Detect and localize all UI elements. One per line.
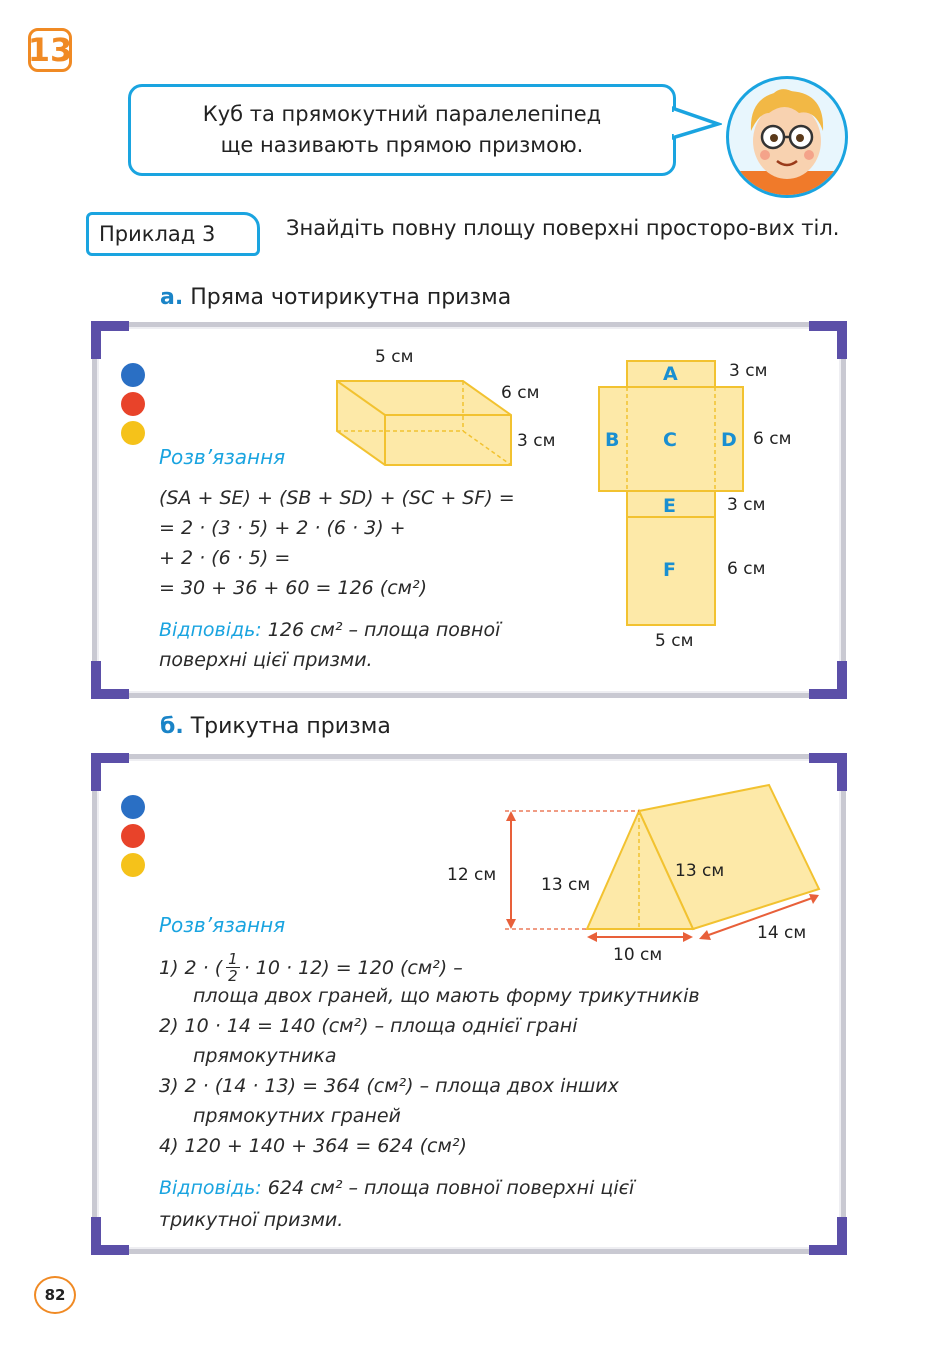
board-corner-icon: [809, 661, 847, 699]
prism-side-right-label: 13 см: [675, 861, 725, 881]
solution-a-line-3: + 2 · (6 · 5) =: [159, 547, 291, 569]
part-a-heading: [160, 285, 511, 310]
yellow-dot-icon: [121, 853, 145, 877]
board-corner-icon: [809, 321, 847, 359]
solution-b-step-2-desc: прямокутника: [193, 1045, 337, 1067]
whiteboard-a: [92, 322, 846, 698]
prism-base-label: 10 см: [613, 945, 663, 965]
board-corner-icon: [809, 1217, 847, 1255]
solution-b-step-1: [159, 951, 463, 984]
task-text: Знайдіть повну площу поверхні просторо-вих тіл.: [286, 216, 840, 240]
example-tag: Приклад 3: [86, 212, 260, 256]
prism-side-left-label: 13 см: [541, 875, 591, 895]
prism-height-label: 12 см: [447, 865, 497, 885]
part-b-label: б.: [160, 714, 184, 739]
step1-end: · 10 · 12) = 120 (см²) –: [243, 956, 463, 979]
solution-heading-b: Розв’язання: [159, 913, 286, 937]
speech-bubble: [128, 84, 676, 176]
net-dim-e: 3 см: [727, 495, 766, 515]
cuboid-length-label: 5 см: [375, 347, 414, 367]
answer-b-label: Відповідь:: [159, 1177, 262, 1199]
answer-a-label: Відповідь:: [159, 619, 262, 641]
chapter-number-badge: 13: [28, 28, 72, 72]
cuboid-width-label: 6 см: [501, 383, 540, 403]
speech-line-1: Куб та прямокутний паралелепіпед: [202, 102, 602, 126]
net-face-b: B: [605, 429, 620, 451]
cuboid-height-label: 3 см: [517, 431, 556, 451]
red-dot-icon: [121, 824, 145, 848]
step1-start: 1) 2 · (: [159, 956, 223, 979]
yellow-dot-icon: [121, 421, 145, 445]
solution-b-step-2: 2) 10 · 14 = 140 (см²) – площа однієї грані: [159, 1015, 578, 1037]
solution-b-step-3-desc: прямокутних граней: [193, 1105, 401, 1127]
part-a-label: а.: [160, 285, 184, 310]
net-face-d: D: [721, 429, 737, 451]
answer-a-line-1: [159, 619, 500, 641]
prism-length-label: 14 см: [757, 923, 807, 943]
cuboid-diagram: [333, 377, 513, 473]
answer-b-line-1: [159, 1177, 634, 1199]
speech-line-2: ще називають прямою призмою.: [220, 133, 584, 157]
fraction-denominator: 2: [228, 967, 238, 985]
solution-b-step-3: 3) 2 · (14 · 13) = 364 (см²) – площа двох інших: [159, 1075, 619, 1097]
solution-a-line-4: = 30 + 36 + 60 = 126 (см²): [159, 577, 428, 599]
net-dim-a: 3 см: [729, 361, 768, 381]
net-face-f: F: [663, 559, 676, 581]
net-dim-d: 6 см: [753, 429, 792, 449]
solution-a-line-2: = 2 · (3 · 5) + 2 · (6 · 3) +: [159, 517, 406, 539]
net-dim-bottom: 5 см: [655, 631, 694, 651]
page-number-badge: 82: [34, 1276, 76, 1314]
net-dim-f: 6 см: [727, 559, 766, 579]
answer-a-text: 126 см² – площа повної: [267, 619, 501, 641]
boy-face-icon: [729, 79, 845, 195]
blue-dot-icon: [121, 795, 145, 819]
board-corner-icon: [91, 1217, 129, 1255]
part-b-heading: [160, 714, 391, 739]
boy-avatar: [726, 76, 848, 198]
net-face-c: C: [663, 429, 677, 451]
fraction-numerator: 1: [228, 950, 238, 968]
net-face-e: E: [663, 495, 676, 517]
board-corner-icon: [91, 753, 129, 791]
speech-tail: [672, 106, 722, 146]
fraction-one-half: [226, 951, 240, 984]
solution-heading-a: Розв’язання: [159, 445, 286, 469]
solution-b-step-1-desc: площа двох граней, що мають форму трикутників: [193, 985, 700, 1007]
board-corner-icon: [91, 321, 129, 359]
net-face-a: A: [663, 363, 678, 385]
solution-b-step-4: 4) 120 + 140 + 364 = 624 (см²): [159, 1135, 467, 1157]
whiteboard-b: [92, 754, 846, 1254]
part-b-title: Трикутна призма: [190, 714, 391, 739]
solution-a-line-1: (SA + SE) + (SB + SD) + (SC + SF) =: [159, 487, 515, 509]
cuboid-net-diagram: [597, 357, 747, 629]
board-corner-icon: [91, 661, 129, 699]
answer-a-line-2: поверхні цієї призми.: [159, 649, 373, 671]
red-dot-icon: [121, 392, 145, 416]
answer-b-text: 624 см² – площа повної поверхні цієї: [267, 1177, 635, 1199]
part-a-title: Пряма чотирикутна призма: [190, 285, 512, 310]
answer-b-line-2: трикутної призми.: [159, 1209, 344, 1231]
blue-dot-icon: [121, 363, 145, 387]
